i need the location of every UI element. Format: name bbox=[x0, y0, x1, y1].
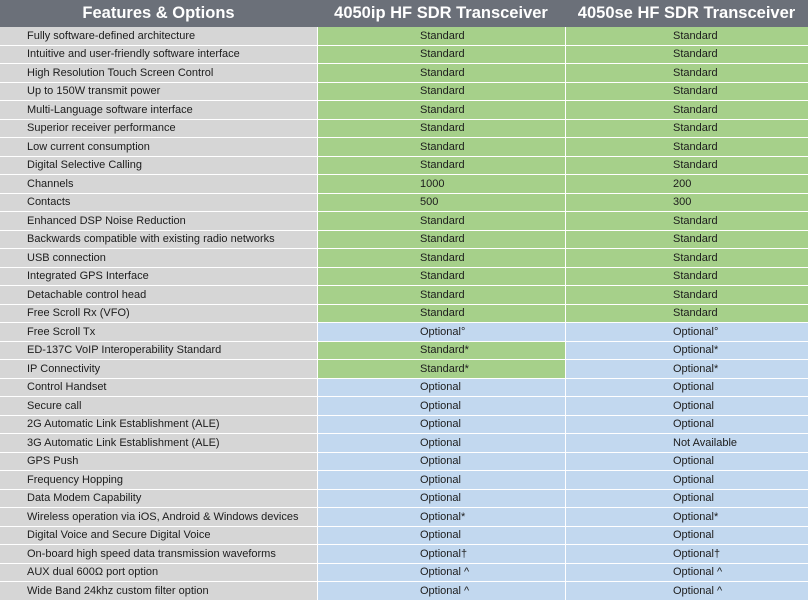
feature-cell: Detachable control head bbox=[0, 286, 317, 305]
model-4050se-cell: Standard bbox=[565, 27, 808, 46]
feature-cell: Data Modem Capability bbox=[0, 490, 317, 509]
model-4050se-cell: Standard bbox=[565, 83, 808, 102]
model-4050se-cell: Standard bbox=[565, 231, 808, 250]
model-4050ip-cell: Standard bbox=[317, 83, 565, 102]
model-4050ip-cell: Optional bbox=[317, 434, 565, 453]
model-4050ip-cell: Standard bbox=[317, 212, 565, 231]
feature-cell: Low current consumption bbox=[0, 138, 317, 157]
model-4050ip-cell: Standard bbox=[317, 27, 565, 46]
model-4050ip-cell: Optional° bbox=[317, 323, 565, 342]
model-4050se-cell: 300 bbox=[565, 194, 808, 213]
feature-cell: Control Handset bbox=[0, 379, 317, 398]
feature-cell: ED-137C VoIP Interoperability Standard bbox=[0, 342, 317, 361]
model-4050se-cell: Optional° bbox=[565, 323, 808, 342]
feature-cell: High Resolution Touch Screen Control bbox=[0, 64, 317, 83]
table-row bbox=[0, 360, 808, 379]
model-4050ip-cell: Optional bbox=[317, 416, 565, 435]
model-4050se-cell: Optional* bbox=[565, 342, 808, 361]
model-4050ip-cell: Standard bbox=[317, 268, 565, 287]
table-row bbox=[0, 286, 808, 305]
feature-cell: Multi-Language software interface bbox=[0, 101, 317, 120]
model-4050se-cell: Standard bbox=[565, 268, 808, 287]
table-row bbox=[0, 101, 808, 120]
table-header bbox=[0, 0, 808, 27]
feature-cell: Up to 150W transmit power bbox=[0, 83, 317, 102]
feature-cell: Superior receiver performance bbox=[0, 120, 317, 139]
model-4050ip-cell: Optional ^ bbox=[317, 564, 565, 583]
table-row bbox=[0, 379, 808, 398]
model-4050se-cell: Standard bbox=[565, 249, 808, 268]
model-4050se-cell: Optional bbox=[565, 397, 808, 416]
model-4050ip-cell: Optional bbox=[317, 453, 565, 472]
table-row bbox=[0, 64, 808, 83]
table-row bbox=[0, 527, 808, 546]
model-4050se-cell: Optional ^ bbox=[565, 564, 808, 583]
feature-cell: Wireless operation via iOS, Android & Windows devices bbox=[0, 508, 317, 527]
feature-cell: Intuitive and user-friendly software interface bbox=[0, 46, 317, 65]
model-4050ip-cell: 500 bbox=[317, 194, 565, 213]
table-row bbox=[0, 397, 808, 416]
model-4050ip-cell: Standard bbox=[317, 46, 565, 65]
model-4050se-cell: 200 bbox=[565, 175, 808, 194]
model-4050ip-cell: Optional ^ bbox=[317, 582, 565, 601]
model-4050se-cell: Optional bbox=[565, 416, 808, 435]
model-4050se-cell: Standard bbox=[565, 64, 808, 83]
model-4050ip-cell: Optional bbox=[317, 397, 565, 416]
model-4050ip-cell: Optional* bbox=[317, 508, 565, 527]
model-4050ip-cell: Standard bbox=[317, 157, 565, 176]
model-4050ip-cell: Standard* bbox=[317, 342, 565, 361]
table-row bbox=[0, 231, 808, 250]
feature-cell: Integrated GPS Interface bbox=[0, 268, 317, 287]
table-row bbox=[0, 471, 808, 490]
feature-cell: Contacts bbox=[0, 194, 317, 213]
model-4050se-cell: Optional bbox=[565, 379, 808, 398]
model-4050se-cell: Standard bbox=[565, 212, 808, 231]
table-row bbox=[0, 416, 808, 435]
table-body bbox=[0, 27, 808, 601]
model-4050se-cell: Optional ^ bbox=[565, 582, 808, 601]
model-4050ip-cell: Standard bbox=[317, 286, 565, 305]
model-4050se-cell: Standard bbox=[565, 138, 808, 157]
feature-cell: Free Scroll Rx (VFO) bbox=[0, 305, 317, 324]
feature-cell: Fully software-defined architecture bbox=[0, 27, 317, 46]
feature-cell: Channels bbox=[0, 175, 317, 194]
table-row bbox=[0, 212, 808, 231]
table-row bbox=[0, 175, 808, 194]
table-row bbox=[0, 490, 808, 509]
model-4050se-cell: Optional bbox=[565, 527, 808, 546]
feature-cell: Frequency Hopping bbox=[0, 471, 317, 490]
table-row bbox=[0, 582, 808, 601]
model-4050se-cell: Standard bbox=[565, 305, 808, 324]
feature-cell: GPS Push bbox=[0, 453, 317, 472]
table-row bbox=[0, 46, 808, 65]
model-4050se-cell: Optional bbox=[565, 453, 808, 472]
model-4050se-cell: Standard bbox=[565, 286, 808, 305]
model-4050ip-cell: Standard bbox=[317, 64, 565, 83]
table-row bbox=[0, 434, 808, 453]
feature-cell: Secure call bbox=[0, 397, 317, 416]
table-row bbox=[0, 27, 808, 46]
model-4050se-cell: Standard bbox=[565, 46, 808, 65]
table-row bbox=[0, 83, 808, 102]
feature-cell: 2G Automatic Link Establishment (ALE) bbox=[0, 416, 317, 435]
model-4050se-cell: Optional* bbox=[565, 360, 808, 379]
model-4050se-cell: Standard bbox=[565, 120, 808, 139]
feature-cell: Free Scroll Tx bbox=[0, 323, 317, 342]
model-4050se-cell: Optional* bbox=[565, 508, 808, 527]
table-row bbox=[0, 249, 808, 268]
feature-cell: Wide Band 24khz custom filter option bbox=[0, 582, 317, 601]
model-4050se-cell: Optional† bbox=[565, 545, 808, 564]
model-4050ip-cell: Optional bbox=[317, 527, 565, 546]
model-4050ip-cell: Standard bbox=[317, 120, 565, 139]
table-row bbox=[0, 268, 808, 287]
feature-cell: Backwards compatible with existing radio networks bbox=[0, 231, 317, 250]
model-4050ip-cell: Standard bbox=[317, 305, 565, 324]
feature-cell: IP Connectivity bbox=[0, 360, 317, 379]
feature-cell: Enhanced DSP Noise Reduction bbox=[0, 212, 317, 231]
table-row bbox=[0, 564, 808, 583]
table-row bbox=[0, 194, 808, 213]
feature-cell: USB connection bbox=[0, 249, 317, 268]
table-row bbox=[0, 138, 808, 157]
feature-cell: 3G Automatic Link Establishment (ALE) bbox=[0, 434, 317, 453]
model-4050se-cell: Optional bbox=[565, 490, 808, 509]
table-row bbox=[0, 453, 808, 472]
model-4050ip-cell: Standard bbox=[317, 138, 565, 157]
model-4050se-cell: Standard bbox=[565, 157, 808, 176]
table-row bbox=[0, 157, 808, 176]
model-4050ip-cell: Standard bbox=[317, 101, 565, 120]
header-features: Features & Options bbox=[82, 4, 235, 22]
feature-cell: Digital Selective Calling bbox=[0, 157, 317, 176]
model-4050ip-cell: 1000 bbox=[317, 175, 565, 194]
table-row bbox=[0, 508, 808, 527]
header-model-4050se: 4050se HF SDR Transceiver bbox=[577, 4, 796, 22]
header-model-4050ip: 4050ip HF SDR Transceiver bbox=[334, 4, 548, 22]
table-row bbox=[0, 305, 808, 324]
model-4050ip-cell: Standard* bbox=[317, 360, 565, 379]
model-4050ip-cell: Optional bbox=[317, 471, 565, 490]
model-4050ip-cell: Standard bbox=[317, 231, 565, 250]
model-4050ip-cell: Optional† bbox=[317, 545, 565, 564]
model-4050ip-cell: Optional bbox=[317, 490, 565, 509]
feature-cell: Digital Voice and Secure Digital Voice bbox=[0, 527, 317, 546]
table-row bbox=[0, 120, 808, 139]
feature-cell: On-board high speed data transmission waveforms bbox=[0, 545, 317, 564]
feature-cell: AUX dual 600Ω port option bbox=[0, 564, 317, 583]
model-4050se-cell: Optional bbox=[565, 471, 808, 490]
model-4050se-cell: Not Available bbox=[565, 434, 808, 453]
table-row bbox=[0, 323, 808, 342]
model-4050ip-cell: Optional bbox=[317, 379, 565, 398]
model-4050se-cell: Standard bbox=[565, 101, 808, 120]
model-4050ip-cell: Standard bbox=[317, 249, 565, 268]
table-row bbox=[0, 545, 808, 564]
table-row bbox=[0, 342, 808, 361]
